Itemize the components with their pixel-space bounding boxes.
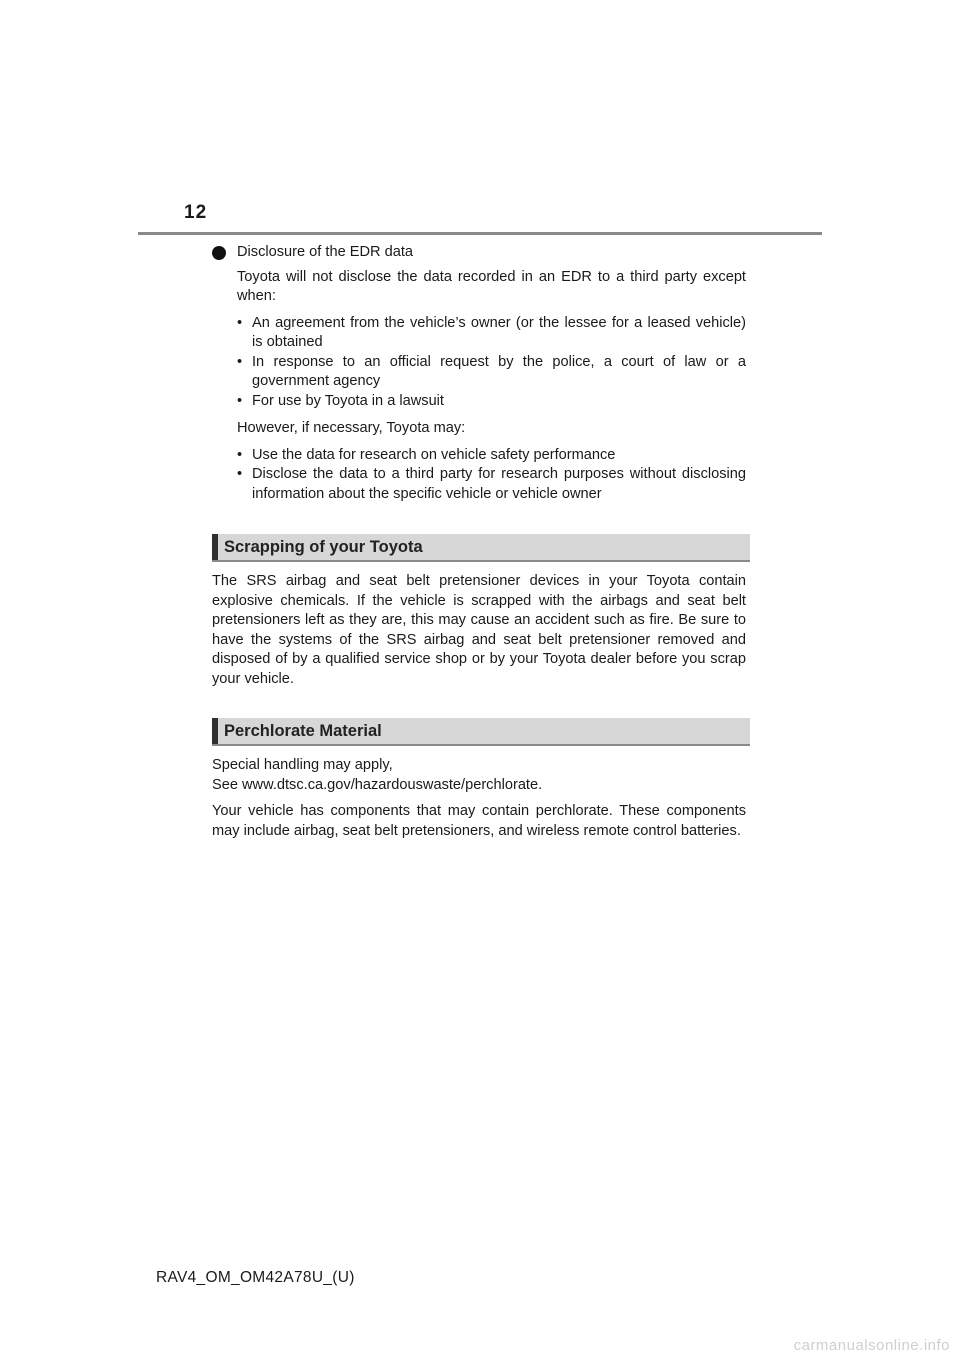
bullet-icon: • bbox=[237, 314, 243, 331]
page-content bbox=[212, 243, 746, 848]
perchlorate-notice bbox=[212, 756, 746, 795]
list-item bbox=[237, 465, 746, 504]
bullet-icon: • bbox=[237, 446, 243, 463]
section-header-bar bbox=[212, 534, 218, 560]
scrapping-body: The SRS airbag and seat belt pretensioner devices in your Toyota contain explosive chemicals. If the vehicle is scrapped with the airbags and seat belt pretensioners left as they are, this may cause an accident such as fire. Be sure to have the systems of the SRS airbag and seat belt pretensioner removed and disposed of by a qualified service shop or by your Toyota dealer before you scrap your vehicle. bbox=[212, 573, 746, 687]
edr-disclosure-heading-text: Disclosure of the EDR data bbox=[237, 244, 414, 260]
footer-document-code: RAV4_OM_OM42A78U_(U) bbox=[156, 1269, 355, 1286]
perchlorate-notice-line2: See www.dtsc.ca.gov/hazardouswaste/perchlorate. bbox=[212, 776, 543, 793]
page-number: 12 bbox=[184, 202, 208, 223]
list-item bbox=[237, 446, 746, 466]
header-rule bbox=[138, 232, 822, 235]
edr-disclosure-intro: Toyota will not disclose the data recorded in an EDR to a third party except when: bbox=[237, 268, 746, 304]
edr-disclosure-permissions bbox=[212, 446, 746, 505]
watermark: carmanualsonline.info bbox=[793, 1337, 950, 1354]
perchlorate-body: Your vehicle has components that may contain perchlorate. These components may include airbag, seat belt pretensioners, and wireless remote control batteries. bbox=[212, 803, 746, 839]
list-item-text: In response to an official request by the police, a court of law or a government agency bbox=[252, 353, 746, 389]
list-item bbox=[237, 314, 746, 353]
section-header-bar bbox=[212, 718, 218, 744]
list-item-text: Disclose the data to a third party for research purposes without disclosing information about the specific vehicle or vehicle owner bbox=[252, 466, 746, 502]
edr-however: However, if necessary, Toyota may: bbox=[237, 420, 466, 436]
edr-disclosure-conditions bbox=[212, 314, 746, 412]
list-item bbox=[237, 353, 746, 392]
bullet-icon: • bbox=[237, 353, 243, 370]
bullet-icon: • bbox=[237, 392, 243, 409]
scrapping-section-header bbox=[212, 534, 750, 562]
list-item-text: Use the data for research on vehicle safety performance bbox=[252, 446, 616, 463]
filled-circle-bullet-icon bbox=[212, 246, 226, 260]
list-item bbox=[237, 392, 746, 412]
perchlorate-notice-line1: Special handling may apply, bbox=[212, 757, 393, 773]
list-item-text: For use by Toyota in a lawsuit bbox=[252, 392, 444, 409]
bullet-icon: • bbox=[237, 466, 243, 482]
edr-disclosure-heading bbox=[212, 243, 746, 263]
scrapping-section-title: Scrapping of your Toyota bbox=[224, 538, 423, 556]
perchlorate-section-header bbox=[212, 718, 750, 746]
perchlorate-section-title: Perchlorate Material bbox=[224, 722, 382, 740]
list-item-text: An agreement from the vehicle’s owner (or the lessee for a leased vehicle) is obtained bbox=[252, 314, 746, 350]
